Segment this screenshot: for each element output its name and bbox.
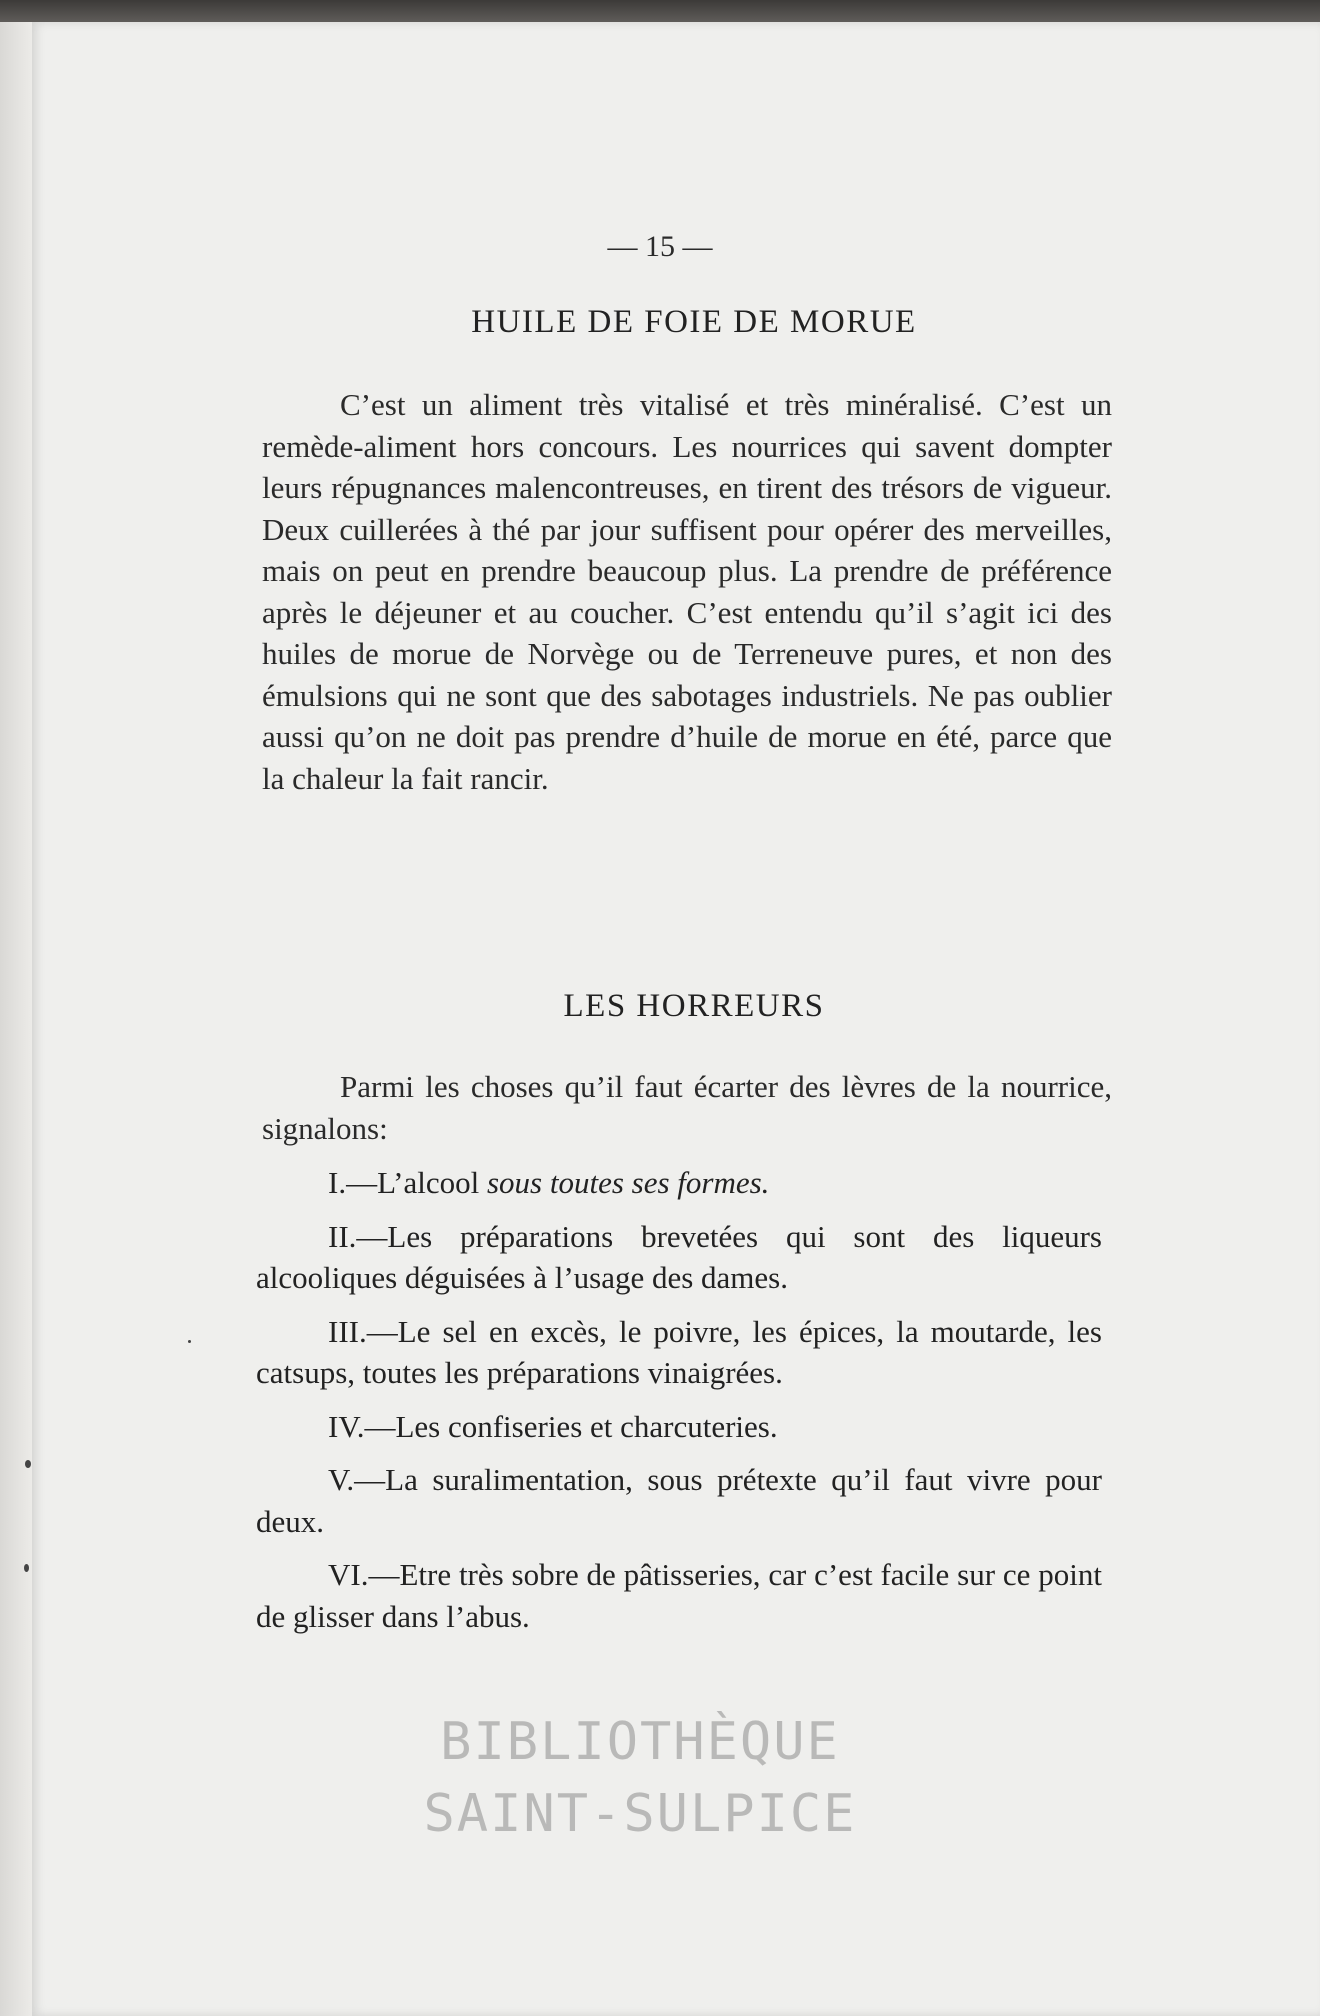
paragraph-text: C’est un aliment très vitalisé et très minéralisé. C’est un remède-aliment hors concours. Les nourrices qui savent dompter leurs répugnances malencontreuses, en tirent des trésors de vigueur. Deux cuillerées à thé par jour suffisent pour opérer des merveilles, mais on peut en prendre beaucoup plus. La prendre de préférence après le déjeuner et au coucher. C’est entendu qu’il s’agit ici des huiles de morue de Norvège ou de Terreneuve pures, et non des émulsions qui ne sont que des sabotages industriels. Ne pas oublier aussi qu’on ne doit pas prendre d’huile de morue en été, parce que la chaleur la fait rancir. [262,387,1112,796]
list-item: VI.—Etre très sobre de pâtisseries, car c’est facile sur ce point de glisser dans l’abus. [256,1557,1102,1634]
stamp-line-1: BIBLIOTHÈQUE [440,1712,840,1772]
section-title-horrors: LES HORREURS [563,988,825,1024]
list-item: IV.—Les confiseries et charcuteries. [328,1408,778,1444]
page-number: — 15 — [607,230,713,263]
list-item-text: I.—L’alcool [328,1165,487,1200]
section-title-cod-liver-oil: HUILE DE FOIE DE MORUE [471,304,917,340]
margin-dot [25,1460,31,1468]
horrors-intro [262,1066,1112,1149]
intro-text: Parmi les choses qu’il faut écarter des lèvres de la nourrice, signalons: [262,1069,1112,1146]
list-item: III.—Le sel en excès, le poivre, les épices, la moutarde, les catsups, toutes les préparations vinaigrées. [256,1313,1102,1390]
margin-dot [24,1564,29,1572]
margin-dot [188,1340,191,1343]
stamp-line-2: SAINT-SULPICE [423,1784,857,1844]
list-item [256,1162,1102,1204]
cod-liver-oil-paragraph [262,384,1112,799]
list-item: V.—La suralimentation, sous prétexte qu’il faut vivre pour deux. [256,1462,1102,1539]
list-item: II.—Les préparations brevetées qui sont des liqueurs alcooliques déguisées à l’usage des dames. [256,1218,1102,1295]
library-perforation-stamp [380,1706,900,1850]
page-gutter [0,22,32,2016]
horrors-list [256,1162,1102,1649]
list-item-italic: sous toutes ses formes. [486,1165,770,1200]
